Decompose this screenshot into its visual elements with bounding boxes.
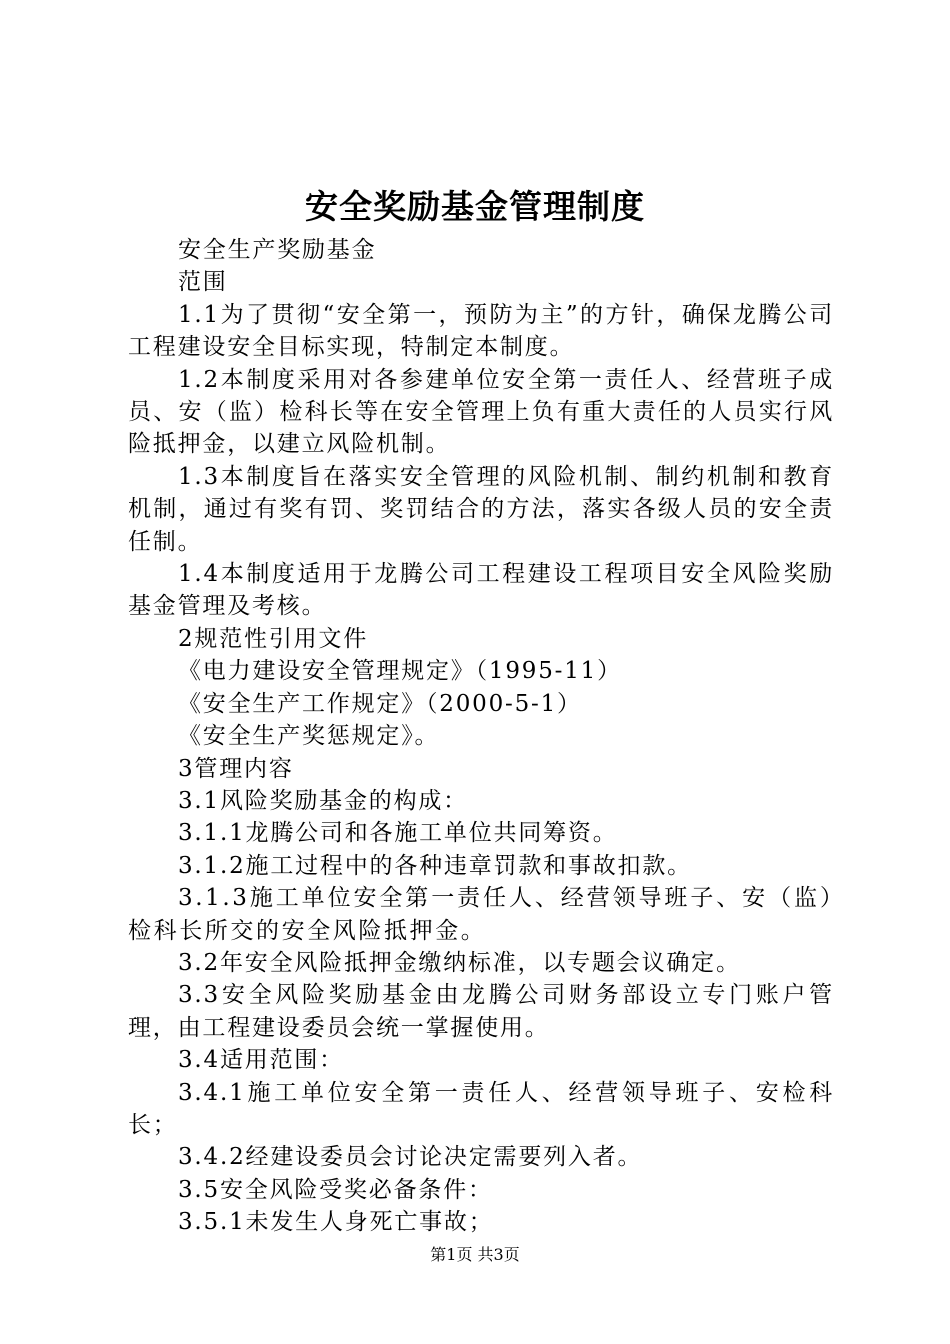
paragraph: 《安全生产奖惩规定》。 xyxy=(178,723,440,750)
paragraph: 1.3本制度旨在落实安全管理的风险机制、制约机制和教育机制，通过有奖有罚、奖罚结合的方法，落实各级人员的安全责任制。 xyxy=(128,463,834,555)
paragraph: 3.4.1施工单位安全第一责任人、经营领导班子、安检科长； xyxy=(128,1079,834,1138)
paragraph: 3.1.2施工过程中的各种违章罚款和事故扣款。 xyxy=(178,852,692,879)
paragraph: 3.5.1未发生人身死亡事故； xyxy=(178,1209,494,1236)
paragraph: 1.2本制度采用对各参建单位安全第一责任人、经营班子成员、安（监）检科长等在安全管理上负有重大责任的人员实行风险抵押金，以建立风险机制。 xyxy=(128,366,834,458)
paragraph: 3.2年安全风险抵押金缴纳标准，以专题会议确定。 xyxy=(178,949,741,976)
paragraph: 范围 xyxy=(178,269,228,296)
paragraph: 3.5安全风险受奖必备条件： xyxy=(178,1176,493,1203)
paragraph: 《电力建设安全管理规定》（1995-11） xyxy=(178,658,622,685)
paragraph: 安全生产奖励基金 xyxy=(178,237,377,263)
paragraph: 3.3安全风险奖励基金由龙腾公司财务部设立专门账户管理，由工程建设委员会统一掌握使用。 xyxy=(128,982,834,1041)
paragraph: 《安全生产工作规定》（2000-5-1） xyxy=(178,690,582,717)
paragraph: 1.1为了贯彻“安全第一，预防为主”的方针，确保龙腾公司工程建设安全目标实现，特制定本制度。 xyxy=(128,301,834,361)
paragraph: 3.4适用范围： xyxy=(178,1047,344,1074)
paragraph: 3.4.2经建设委员会讨论决定需要列入者。 xyxy=(178,1144,643,1171)
paragraph: 3.1.1龙腾公司和各施工单位共同筹资。 xyxy=(178,820,618,847)
paragraph: 2规范性引用文件 xyxy=(178,625,369,652)
paragraph: 3.1风险奖励基金的构成： xyxy=(178,787,468,814)
paragraph: 1.4本制度适用于龙腾公司工程建设工程项目安全风险奖励基金管理及考核。 xyxy=(128,561,834,620)
document-title: 安全奖励基金管理制度 xyxy=(305,187,645,226)
paragraph: 3.1.3施工单位安全第一责任人、经营领导班子、安（监）检科长所交的安全风险抵押金。 xyxy=(128,885,834,944)
paragraph: 3管理内容 xyxy=(178,755,294,782)
page-number-footer: 第1页 共3页 xyxy=(430,1245,520,1264)
document-body xyxy=(128,234,834,1239)
